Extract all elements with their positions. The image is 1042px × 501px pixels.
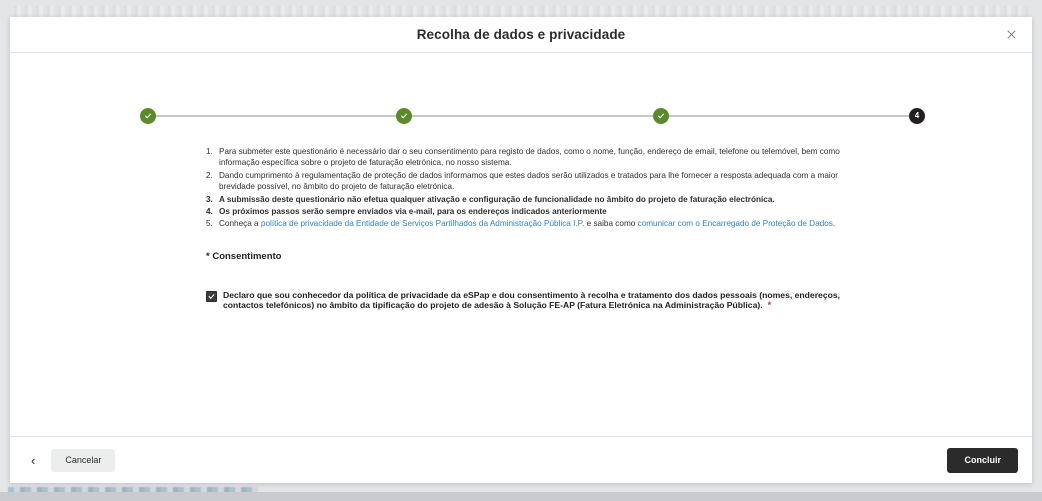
stepper-connector-1 bbox=[156, 115, 396, 117]
list-item-middle: e saiba como bbox=[584, 219, 638, 229]
privacy-consent-dialog bbox=[10, 17, 1032, 483]
list-item-with-links bbox=[206, 218, 841, 229]
chevron-left-icon: ‹ bbox=[31, 452, 36, 468]
list-item-text: Dando cumprimento à regulamentação de proteção de dados informamos que estes dados serão utilizados e tratados para lhe fornecer a resposta adequada com a maior brevidade possível, no âmbito do projeto de faturação eletrónica. bbox=[219, 170, 838, 192]
stepper-step-2-complete[interactable] bbox=[396, 108, 412, 124]
background-blurred-content bbox=[14, 6, 1028, 17]
list-item-prefix: Conheça a bbox=[219, 219, 261, 229]
required-asterisk: * bbox=[767, 300, 772, 311]
consent-declaration-text bbox=[223, 290, 868, 311]
list-item-text: Para submeter este questionário é necessário dar o seu consentimento para registo de dados, como o nome, função, endereço de email, telefone ou telemóvel, bem como informação específica sobre o projeto de faturação eletrónica, no nosso sistema. bbox=[219, 147, 840, 168]
list-item-number: 5. bbox=[206, 219, 213, 229]
list-item-number: 4. bbox=[206, 207, 213, 217]
consent-section-heading: * Consentimento bbox=[206, 250, 282, 262]
list-item bbox=[206, 194, 841, 205]
list-item bbox=[206, 206, 841, 217]
privacy-info-list bbox=[206, 146, 992, 230]
list-item bbox=[206, 170, 841, 193]
consent-checkbox-row bbox=[206, 290, 992, 311]
cancel-button[interactable]: Cancelar bbox=[51, 449, 115, 472]
stepper-step-3-complete[interactable] bbox=[653, 108, 669, 124]
list-item-number: 1. bbox=[206, 147, 213, 156]
list-item bbox=[206, 146, 841, 169]
list-item-text: Os próximos passos serão sempre enviados via e-mail, para os endereços indicados anteriormente bbox=[219, 207, 607, 217]
list-item-suffix: . bbox=[832, 219, 836, 229]
dialog-header bbox=[10, 17, 1032, 53]
footer-left-actions bbox=[24, 449, 115, 472]
stepper-step-1-complete[interactable] bbox=[140, 108, 156, 124]
data-protection-officer-link[interactable]: comunicar com o Encarregado de Proteção de Dados bbox=[637, 219, 833, 229]
dialog-content bbox=[206, 146, 992, 311]
list-item-number: 3. bbox=[206, 194, 213, 204]
stepper-connector-3 bbox=[669, 115, 909, 117]
privacy-policy-link[interactable]: política de privacidade da Entidade de Serviços Partilhados da Administração Pública I.P. bbox=[260, 219, 585, 229]
submit-button[interactable]: Concluir bbox=[947, 448, 1018, 473]
consent-declaration-label: Declaro que sou conhecedor da política de privacidade da eSPap e dou consentimento à recolha e tratamento dos dados pessoais (nomes, endereços, contactos telefónicos) no âmbito da tipificação do projeto de adesão à Solução FE-AP (Fatura Eletrónica na Administração Pública). bbox=[223, 289, 841, 311]
list-item-number: 2. bbox=[206, 170, 213, 180]
background-bottom-bar bbox=[0, 492, 1042, 501]
consent-checkbox[interactable] bbox=[206, 291, 217, 302]
progress-stepper bbox=[140, 108, 925, 124]
back-button[interactable] bbox=[24, 450, 42, 471]
list-item-text: A submissão deste questionário não efetua qualquer ativação e configuração de funcionalidade no âmbito do projeto de faturação electrónica. bbox=[219, 194, 775, 204]
stepper-step-4-current[interactable]: 4 bbox=[909, 108, 925, 124]
close-icon[interactable] bbox=[1000, 24, 1022, 46]
stepper-connector-2 bbox=[412, 115, 652, 117]
dialog-body bbox=[10, 53, 1032, 436]
dialog-footer bbox=[10, 436, 1032, 483]
dialog-title: Recolha de dados e privacidade bbox=[416, 27, 626, 42]
